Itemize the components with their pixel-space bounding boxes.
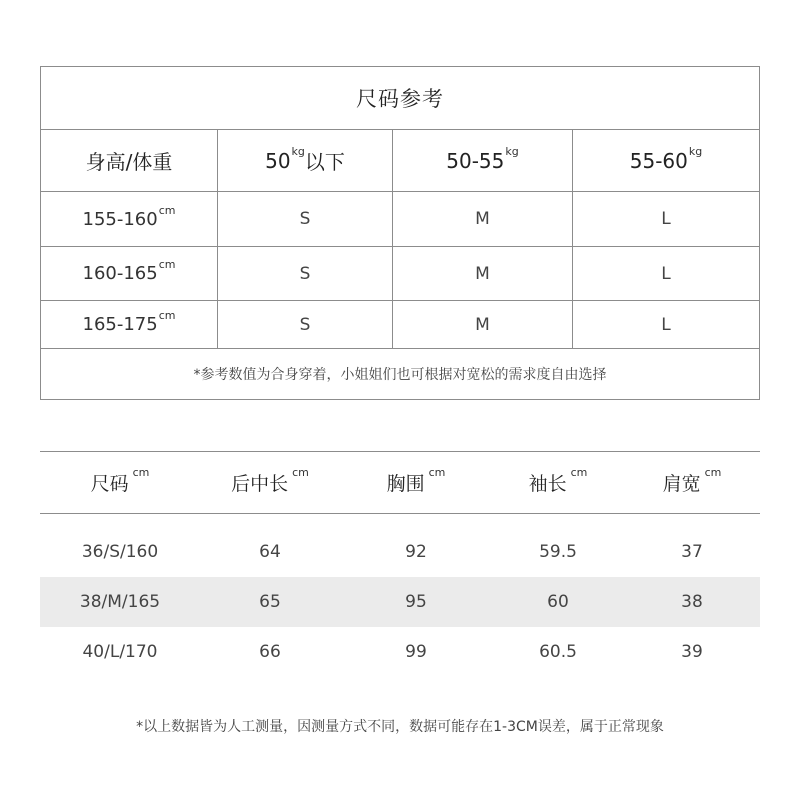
table-cell: 66	[259, 642, 281, 662]
height-value: 160-165	[82, 263, 158, 284]
height-unit: cm	[158, 258, 176, 271]
header-label: 胸围	[386, 473, 425, 495]
header-unit: cm	[570, 466, 588, 479]
table-cell: 60.5	[539, 642, 577, 662]
size-cell: S	[218, 192, 393, 247]
header-sleeve	[492, 452, 624, 513]
size-reference-grid	[41, 130, 759, 349]
header-weight-col-2	[393, 130, 573, 192]
table-cell: 38/M/165	[79, 592, 161, 612]
header-unit: cm	[428, 466, 446, 479]
header-size	[40, 452, 200, 513]
size-cell: S	[218, 247, 393, 301]
table-cell: 95	[405, 592, 427, 612]
size-cell: M	[393, 301, 573, 349]
table-cell: 92	[405, 542, 427, 562]
spacer	[40, 514, 760, 527]
weight-unit: kg	[688, 145, 703, 158]
header-unit: cm	[292, 466, 309, 479]
header-label: 后中长	[231, 473, 289, 495]
measurement-note: *以上数据皆为人工测量，因测量方式不同，数据可能存在1-3CM误差，属于正常现象	[136, 719, 664, 735]
table-row	[40, 577, 760, 627]
height-value: 155-160	[82, 208, 158, 230]
height-cell	[41, 247, 218, 301]
header-height-weight-label: 身高/体重	[85, 150, 173, 174]
header-label: 尺码	[90, 473, 129, 495]
size-cell: M	[393, 247, 573, 301]
size-reference-title: 尺码参考	[41, 67, 759, 130]
weight-value: 55-60	[629, 148, 688, 173]
header-unit: cm	[704, 466, 722, 479]
size-cell: L	[573, 192, 759, 247]
table-cell: 65	[259, 592, 281, 612]
table-row	[40, 527, 760, 577]
measurement-table	[40, 451, 760, 677]
size-cell: L	[573, 301, 759, 349]
table-cell: 38	[681, 592, 703, 612]
table-cell: 37	[681, 542, 703, 562]
measurement-header-row	[40, 452, 760, 513]
size-cell: S	[218, 301, 393, 349]
height-cell	[41, 301, 218, 349]
header-height-weight	[41, 130, 218, 192]
height-unit: cm	[158, 309, 176, 322]
table-cell: 59.5	[539, 542, 577, 562]
height-unit: cm	[158, 203, 176, 217]
header-unit: cm	[132, 466, 150, 479]
table-row	[40, 627, 760, 677]
height-cell	[41, 192, 218, 247]
table-cell: 64	[259, 542, 281, 562]
weight-unit: kg	[505, 145, 519, 158]
height-value: 165-175	[82, 314, 158, 335]
size-reference-table	[40, 66, 760, 400]
weight-value: 50	[265, 148, 291, 173]
size-cell: M	[393, 192, 573, 247]
header-weight-col-3	[573, 130, 759, 192]
weight-unit: kg	[291, 145, 305, 158]
table-cell: 39	[681, 642, 703, 662]
header-label: 肩宽	[662, 473, 701, 495]
weight-value: 50-55	[446, 148, 505, 173]
header-label: 袖长	[528, 473, 567, 495]
size-reference-note: *参考数值为合身穿着，小姐姐们也可根据对宽松的需求度自由选择	[193, 367, 607, 383]
size-cell: L	[573, 247, 759, 301]
weight-suffix: 以下	[304, 150, 345, 174]
header-back-length	[200, 452, 340, 513]
header-weight-col-1	[218, 130, 393, 192]
header-shoulder	[624, 452, 760, 513]
header-chest	[340, 452, 492, 513]
table-cell: 36/S/160	[81, 542, 159, 562]
table-cell: 60	[547, 592, 569, 612]
table-cell: 99	[405, 642, 427, 662]
table-cell: 40/L/170	[82, 642, 158, 662]
